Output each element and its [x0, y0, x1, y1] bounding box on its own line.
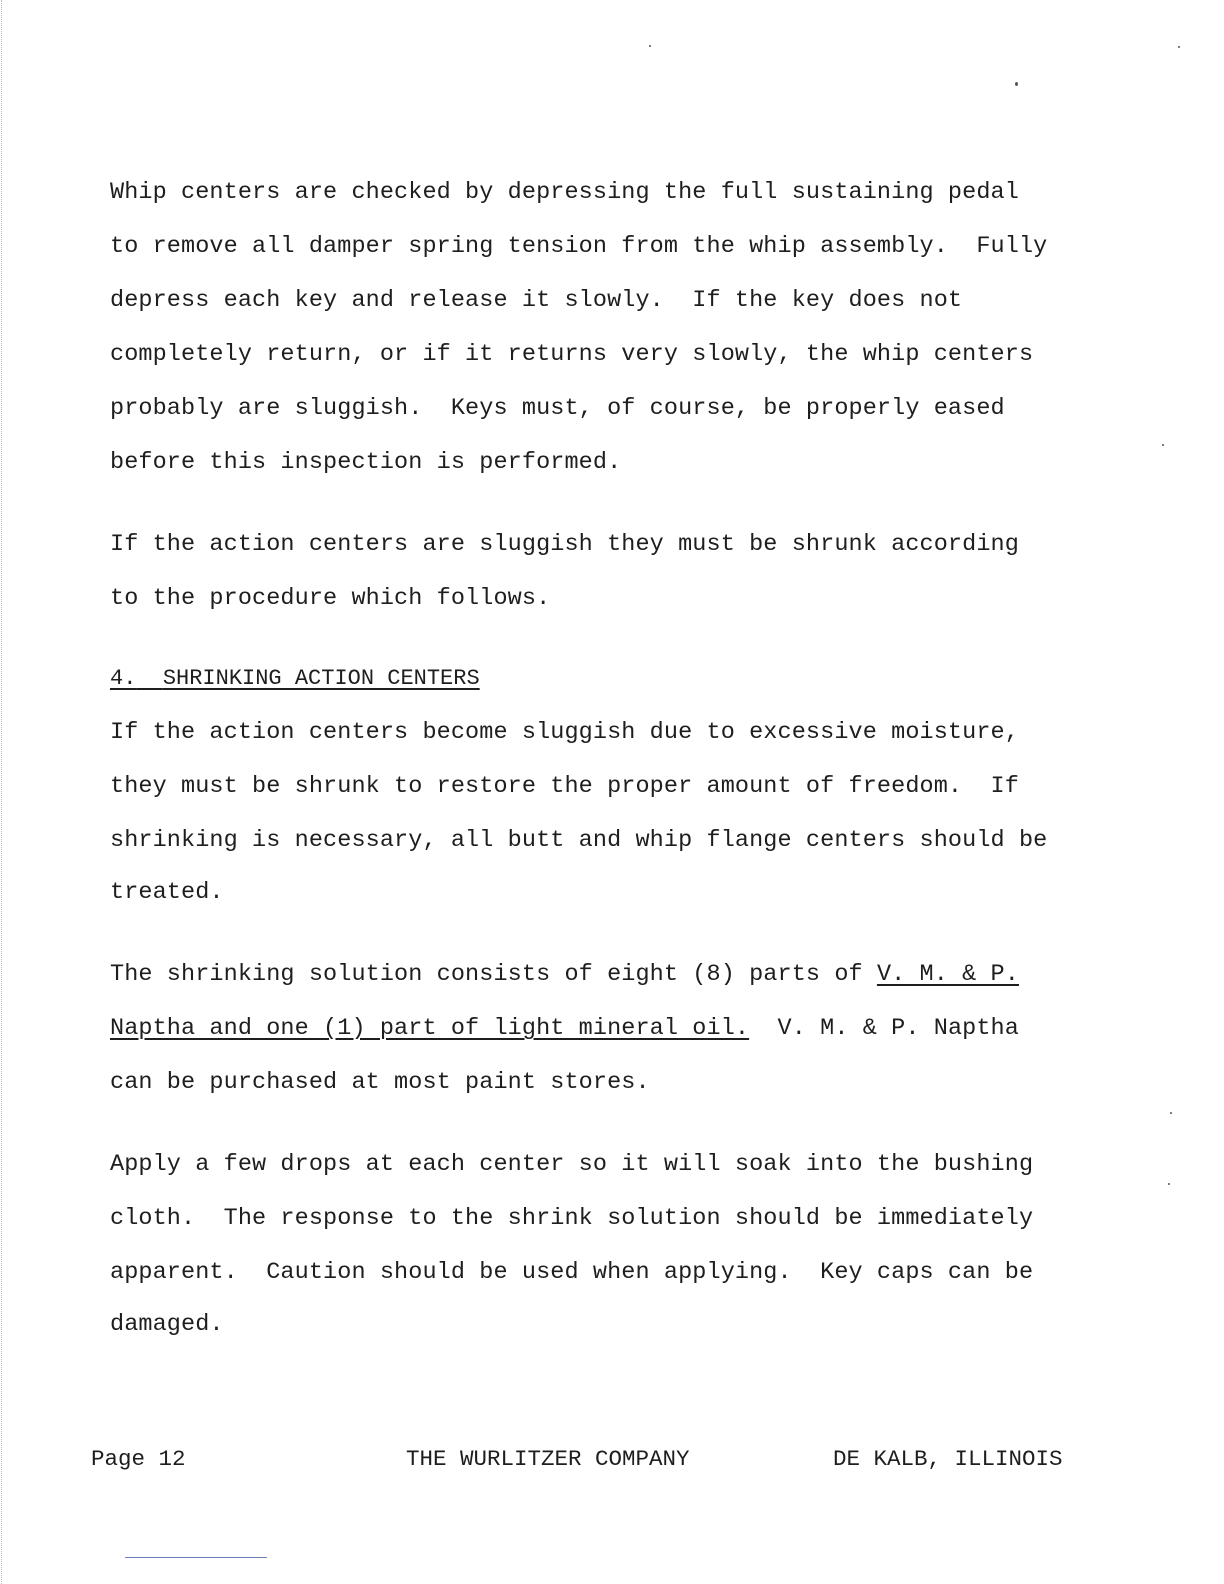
text-line: can be purchased at most paint stores.: [110, 1069, 650, 1096]
scan-edge-mark: [1, 0, 2, 1584]
footer-rule: [125, 1557, 267, 1558]
scan-speck: [1015, 82, 1018, 86]
solution-text: V. M. & P. Naptha: [749, 1015, 1019, 1042]
text-line: Apply a few drops at each center so it will soak into the bushing: [110, 1151, 1034, 1178]
text-line: to the procedure which follows.: [110, 585, 551, 612]
text-line: Whip centers are checked by depressing the full sustaining pedal: [110, 179, 1019, 206]
section-heading: [110, 664, 480, 694]
footer-company: THE WURLITZER COMPANY: [406, 1446, 690, 1472]
text-line: [110, 1014, 1019, 1044]
scan-speck: [1168, 1183, 1170, 1185]
text-line: damaged.: [110, 1311, 224, 1338]
solution-underlined-text: Naptha and one (1) part of light mineral oil.: [110, 1015, 750, 1042]
footer-location: DE KALB, ILLINOIS: [833, 1446, 1063, 1472]
text-line: completely return, or if it returns very slowly, the whip centers: [110, 341, 1034, 368]
text-line: depress each key and release it slowly. If the key does not: [110, 287, 963, 314]
footer-page-number: Page 12: [91, 1446, 186, 1472]
text-line: apparent. Caution should be used when applying. Key caps can be: [110, 1259, 1034, 1286]
text-line: [110, 960, 1019, 990]
text-line: If the action centers become sluggish due to excessive moisture,: [110, 719, 1019, 746]
text-line: shrinking is necessary, all butt and whip flange centers should be: [110, 827, 1048, 854]
section-title: SHRINKING ACTION CENTERS: [162, 666, 480, 691]
scan-speck: [1178, 46, 1180, 48]
text-line: treated.: [110, 879, 224, 906]
text-line: cloth. The response to the shrink solution should be immediately: [110, 1205, 1034, 1232]
text-line: to remove all damper spring tension from the whip assembly. Fully: [110, 233, 1048, 260]
text-line: before this inspection is performed.: [110, 449, 622, 476]
section-number: 4.: [110, 666, 137, 691]
scan-speck: [1170, 1112, 1172, 1114]
text-line: probably are sluggish. Keys must, of course, be properly eased: [110, 395, 1005, 422]
scan-speck: [649, 45, 651, 47]
text-line: they must be shrunk to restore the proper amount of freedom. If: [110, 773, 1019, 800]
solution-underlined-text: V. M. & P.: [876, 961, 1019, 988]
solution-text: The shrinking solution consists of eight (8) parts of: [110, 961, 877, 988]
text-line: If the action centers are sluggish they must be shrunk according: [110, 531, 1019, 558]
scan-speck: [1162, 444, 1164, 446]
